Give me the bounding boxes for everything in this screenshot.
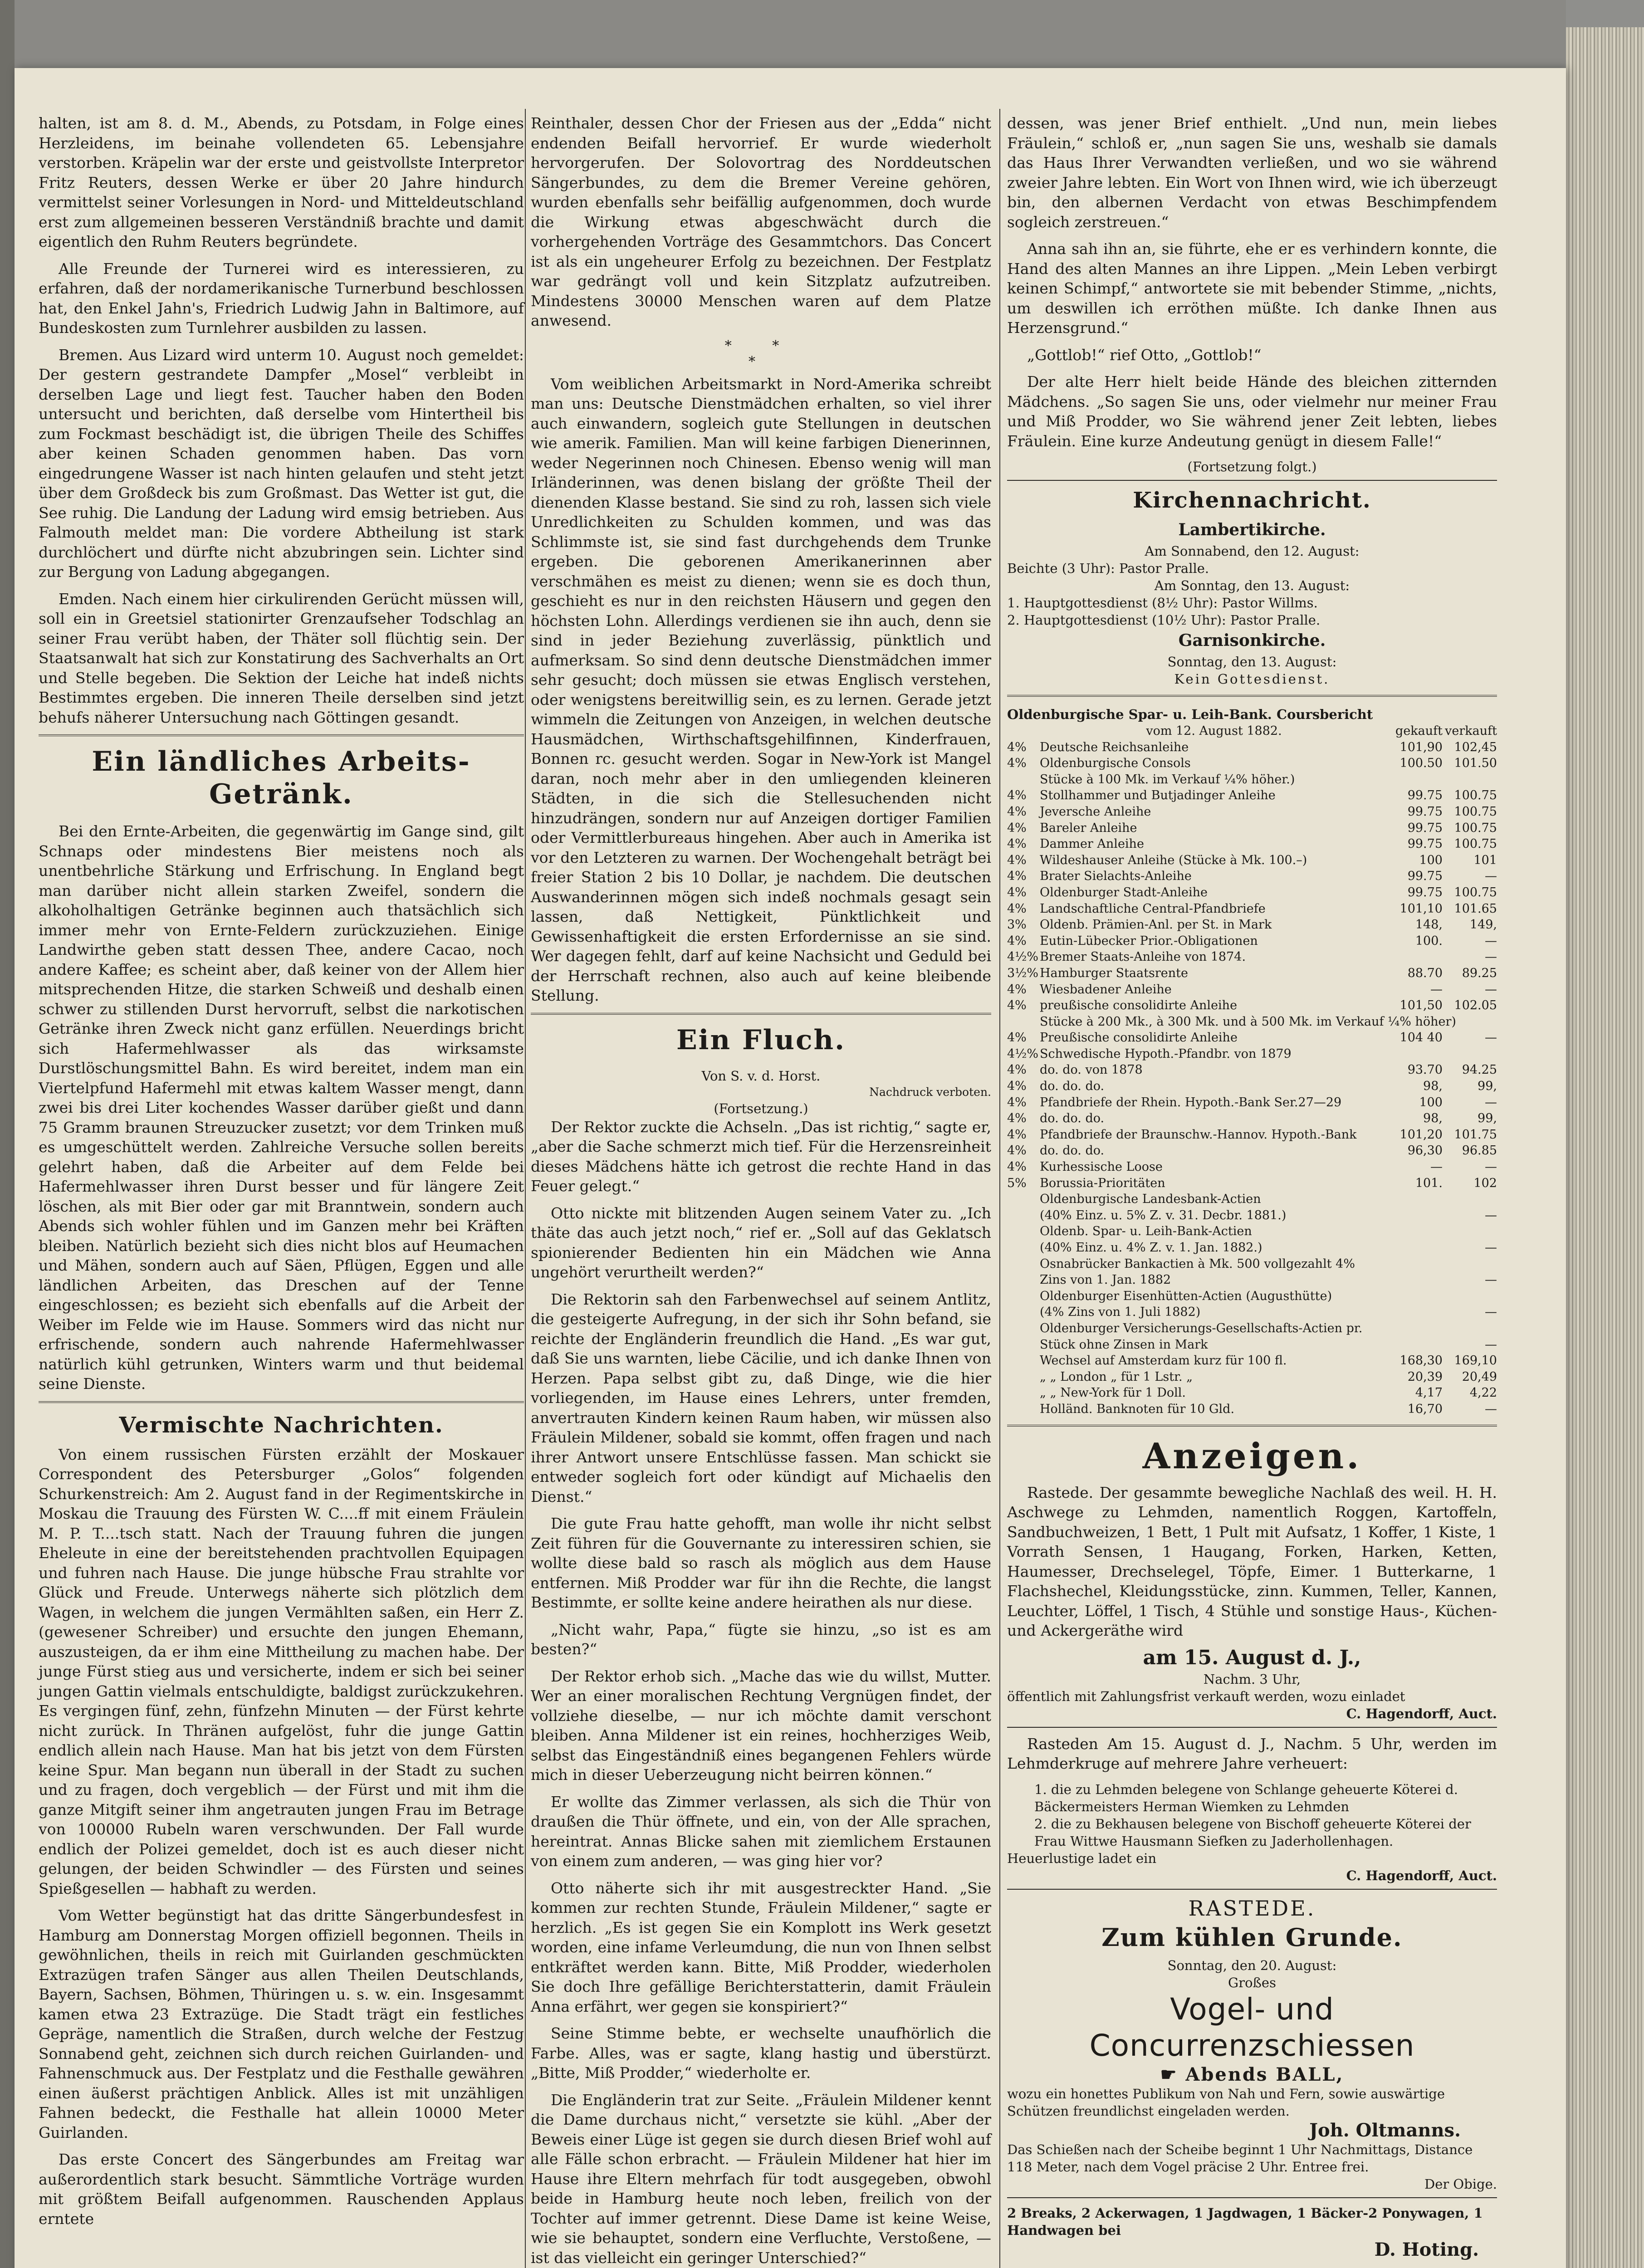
- course-row: 4½% Schwedische Hypoth.-Pfandbr. von 1879: [1007, 1046, 1292, 1061]
- section-heading: Vermischte Nachrichten.: [119, 1412, 444, 1438]
- article-text: Er wollte das Zimmer verlassen, als sich die Thür von draußen die Thür öffnete, und ein, von der Alle sprachen, hereintrat. Annas Blicke sahen mit ziemlichem Erstaunen von einem zum anderen, — was ging hier vor?: [531, 1793, 991, 1870]
- course-row: 4% Landschaftliche Central-Pfandbriefe 101,10 101.65: [1007, 901, 1497, 916]
- course-row: „ „ New-York für 1 Doll. 4,17 4,22: [1040, 1386, 1497, 1400]
- course-row: Oldenburger Eisenhütten-Actien (Augusthütte): [1040, 1289, 1332, 1303]
- course-row: 3½% Hamburger Staatsrente 88.70 89.25: [1007, 966, 1497, 980]
- ad-item: 2. die zu Bekhausen belegene von Bischoff geheuerte Köterei der Frau Wittwe Hausmann Siefken zu Jaderhollenhagen.: [1034, 1816, 1471, 1849]
- course-row: 4% preußische consolidirte Anleihe 101,50 102.05: [1007, 998, 1497, 1013]
- church-subheading: Garnisonkirche.: [1178, 631, 1326, 650]
- article-text: Reinthaler, dessen Chor der Friesen aus der „Edda“ nicht endenden Beifall hervorrief. Er wurde wiederholt hervorgerufen. Der Solovortrag des Norddeutschen Sängerbundes, zu dem die Bremer Vereine gehören, wurden ebenfalls sehr beifällig aufgenommen, doch wurde die Wirkung etwas abgeschwächt durch die vorhergehenden Vorträge des Gesammtchors. Das Concert ist als ein ungeheurer Erfolg zu bezeichnen. Der Festplatz war gedrängt voll und kein Sitzplatz aufzutreiben. Mindestens 30000 Menschen waren auf dem Platze anwesend.: [531, 114, 991, 329]
- course-row: 5% Borussia-Prioritäten 101. 102: [1007, 1176, 1497, 1190]
- course-row: Osnabrücker Bankactien à Mk. 500 vollgezahlt 4%: [1040, 1256, 1355, 1271]
- ad-text: Heuerlustige ladet ein: [1007, 1850, 1157, 1866]
- course-row: Stück ohne Zinsen in Mark —: [1040, 1337, 1497, 1352]
- ad-place: RASTEDE.: [1188, 1896, 1316, 1921]
- divider: [1007, 1889, 1497, 1890]
- course-row: Oldenburger Versicherungs-Gesellschafts-Actien pr.: [1040, 1321, 1363, 1335]
- article-text: Bremen. Aus Lizard wird unterm 10. August noch gemeldet: Der gestern gestrandete Dampfer „Mosel“ verbleibt in derselben Lage und liegt fest. Taucher haben den Boden untersucht und berichten, daß derselbe vom Hintertheil bis zum Fockmast beschädigt ist, die übrigen Theile des Schiffes aber keinen Schaden genommen haben. Das vorn eingedrungene Wasser ist nach hinten gelaufen und steht jetzt über dem Großdeck bis zum Großmast. Das Wetter ist gut, die See ruhig. Die Landung der Ladung wird emsig betrieben. Aus Falmouth meldet man: Die vordere Abtheilung ist stark durchlöchert und dürfte nicht abzubringen sein. Lichter sind zur Bergung von Ladung abgegangen.: [39, 346, 524, 581]
- church-heading: Kirchennachricht.: [1133, 488, 1371, 513]
- course-row: Oldenb. Spar- u. Leih-Bank-Actien: [1040, 1224, 1252, 1239]
- divider: [531, 1013, 991, 1015]
- divider: [39, 1401, 524, 1403]
- ad-text: wozu ein honettes Publikum von Nah und Fern, sowie auswärtige Schützen freundlichst eingeladen werden.: [1007, 2086, 1445, 2119]
- divider: [1007, 2197, 1497, 2198]
- course-row: (40% Einz. u. 4% Z. v. 1. Jan. 1882.) —: [1040, 1241, 1497, 1255]
- ad-date: am 15. August d. J.,: [1143, 1646, 1361, 1669]
- article-text: Anna sah ihn an, sie führte, ehe er es verhindern konnte, die Hand des alten Mannes an ihre Lippen. „Mein Leben verbirgt keinen Schimpf,“ antwortete sie mit bebender Stimme, „nichts, um deswillen ich erröthen müßte. Ich danke Ihnen aus Herzensgrund.“: [1007, 240, 1497, 337]
- course-row: 4% do. do. do. 96,30 96.85: [1007, 1144, 1497, 1158]
- ad-item: 1. die zu Lehmden belegene von Schlange geheuerte Köterei d. Bäckermeisters Herman Wiemken zu Lehmden: [1034, 1781, 1458, 1814]
- serial-author: Von S. v. d. Horst.: [701, 1068, 821, 1084]
- course-row: „ „ London „ für 1 Lstr. „ 20,39 20,49: [1040, 1369, 1497, 1384]
- divider: [39, 734, 524, 736]
- continuation-note: (Fortsetzung.): [714, 1100, 808, 1116]
- article-text: „Gottlob!“ rief Otto, „Gottlob!“: [1027, 346, 1262, 364]
- article-text: Otto nickte mit blitzenden Augen seinem Vater zu. „Ich thäte das auch jetzt noch,“ rief er. „Soll auf das Geklatsch spionierender Bedienten hin ein Mädchen wie Anna ungehört verurtheilt werden?“: [531, 1204, 991, 1281]
- article-text: Von einem russischen Fürsten erzählt der Moskauer Correspondent des Petersburger „Golos“ folgenden Schurkenstreich: Am 2. August fand in der Regimentskirche in Moskau die Trauung des Fürsten W. C....ff mit einem Fräulein M. P. T....tsch statt. Nach der Trauung fuhren die jungen Eheleute in eine der bereitstehenden prachtvollen Equipagen und fuhren nach Hause. Die junge hübsche Frau strahlte vor Glück und Freude. Unterwegs näherte sich plötzlich dem Wagen, in welchem die jungen Vermählten saßen, ein Herr Z. (gewesener Schreiber) und ersuchte den jungen Ehemann, auszusteigen, da er ihm eine Mittheilung zu machen habe. Der junge Fürst stieg aus und versicherte, indem er sich bei seiner jungen Gattin vielmals entschuldigte, baldigst zurückzukehren. Es vergingen fünf, zehn, fünfzehn Minuten — der Fürst kehrte nicht zurück. In Thränen aufgelöst, fuhr die junge Gattin endlich allein nach Hause. Man hat bis jetzt von dem Fürsten keine Spur. Man begann nun überall in der Stadt zu suchen und zu fragen, doch vergeblich — der Fürst und mit ihm die ganze Mitgift seiner ihm angetrauten jungen Frau im Betrage von 100000 Rubeln waren verschwunden. Der Fall wurde endlich der Polizei gemeldet, doch ist es auch dieser nicht gelungen, der beiden Schwindler — des Fürsten und seines Spießgesellen — habhaft zu werden.: [39, 1445, 524, 1897]
- article-text: „Nicht wahr, Papa,“ fügte sie hinzu, „so ist es am besten?“: [531, 1620, 991, 1658]
- article-text: Vom Wetter begünstigt hat das dritte Sängerbundesfest in Hamburg am Donnerstag Morgen offiziell begonnen. Theils in gewöhnlichen, theils in reich mit Guirlanden geschmückten Extrazügen trafen Sänger aus allen Theilen Deutschlands, Bayern, Sachsen, Böhmen, Thüringen u. s. w. ein. Insgesammt kamen etwa 23 Extrazüge. Die Stadt trägt ein festliches Gepräge, namentlich die Straßen, durch welche der Festzug Sonnabend geht, zeichnen sich durch reichen Guirlanden- und Fahnenschmuck aus. Der Festplatz und die Festhalle gewähren einen äußerst prächtigen Anblick. Alles ist mit unzähligen Fahnen bedeckt, die Festhalle hat allein 10000 Meter Guirlanden.: [39, 1906, 524, 2141]
- article-text: Die Rektorin sah den Farbenwechsel auf seinem Antlitz, die gesteigerte Aufregung, in der sich ihr Sohn befand, sie reichte der Engländerin freundlich die Hand. „Es war gut, daß Sie uns warnten, liebe Cäcilie, und ich danke Ihnen von Herzen. Papa selbst gibt zu, daß Dinge, wie die hier vorliegenden, im Hause eines Lehrers, unter fremden, anvertrauten Kindern keinen Raum haben, wir müssen also Fräulein Mildener, sobald sie kommt, offen fragen und nach ihrer Antwort unsere Entschlüsse fassen. Man schickt sie entweder sogleich fort oder kündigt auf Michaelis den Dienst.“: [531, 1290, 991, 1505]
- church-line: Am Sonntag, den 13. August:: [1154, 578, 1350, 593]
- course-row: 4% Wiesbadener Anleihe — —: [1007, 982, 1497, 997]
- course-row: 4% Bareler Anleihe 99.75 100.75: [1007, 821, 1497, 835]
- article-text: Bei den Ernte-Arbeiten, die gegenwärtig im Gange sind, gilt Schnaps oder mindestens Bier meistens noch als unentbehrliche Stärkung und Erfrischung. In England begt man darüber nicht allein starken Zweifel, sondern die alkoholhaltigen Getränke beginnen auch thatsächlich sich immer mehr von Ernte-Feldern zurückzuziehen. Einige Landwirthe geben statt dessen Thee, andere Cacao, noch andere Kaffee; es scheint aber, daß keiner von der Allem hier mitsprechenden Hitze, die starken Schweiß und deshalb einen schwer zu stillenden Durst hervorruft, selbst die narkotischen Getränke ihren Zweck nicht ganz erfüllen. Neuerdings bricht sich Hafermehlwasser als das wirksamste Durstlöschungsmittel Bahn. Es wird bereitet, indem man ein Viertelpfund Hafermehl mit etwas kaltem Wasser mengt, dann zwei bis drei Liter kochendes Wasser darüber gießt und dann 75 Gramm braunen Streuzucker zusetzt; vor dem Trinken muß es umgeschüttelt werden. Zahlreiche Versuche sollen bereits gelehrt haben, daß die Arbeiter auf dem Felde bei Hafermehlwasser ihren Durst besser und für längere Zeit löschen, als mit Bier oder gar mit Branntwein, sondern auch Abends sich wohler fühlen und im Ganzen mehr bei Kräften bleiben. Natürlich bezieht sich dies nicht blos auf Heumachen und Mähen, sondern auch auf Säen, Pflügen, Eggen und alle ländlichen Arbeiten, das Dreschen auf der Tenne eingeschlossen; es bezieht sich ebenfalls auf die Arbeit der Weiber im Felde wie im Hause. Sommers wird das nicht nur erfrischende, sondern auch nahrende Hafermehlwasser natürlich kühl getrunken, Winters warm und thut beidemal seine Dienste.: [39, 822, 524, 1393]
- section-heading: Ein ländliches Arbeits-Getränk.: [92, 746, 471, 810]
- ad-text: Rasteden Am 15. August d. J., Nachm. 5 Uhr, werden im Lehmderkruge auf mehrere Jahre verheuert:: [1007, 1735, 1497, 1773]
- course-row: Holländ. Banknoten für 10 Gld. 16,70 —: [1040, 1402, 1497, 1416]
- article-text: Alle Freunde der Turnerei wird es interessieren, zu erfahren, daß der nordamerikanische Turnerbund beschlossen hat, den Enkel Jahn's, Friedrich Ludwig Jahn in Baltimore, auf Bundeskosten zum Turnlehrer ausbilden zu lassen.: [39, 259, 524, 337]
- course-row: 4% Dammer Anleihe 99.75 100.75: [1007, 837, 1497, 851]
- course-report-heading: Oldenburgische Spar- u. Leih-Bank. Coursbericht: [1007, 707, 1373, 722]
- course-row: 4% Stollhammer und Butjadinger Anleihe 99.75 100.75: [1007, 788, 1497, 803]
- course-row: Zins von 1. Jan. 1882 —: [1040, 1273, 1497, 1287]
- church-line: Beichte (3 Uhr): Pastor Pralle.: [1007, 561, 1209, 576]
- course-row: 4% Pfandbriefe der Braunschw.-Hannov. Hypoth.-Bank 101,20 101.75: [1007, 1127, 1497, 1142]
- separator-stars: * * *: [724, 337, 798, 370]
- course-row: 3% Oldenb. Prämien-Anl. per St. in Mark 148, 149,: [1007, 918, 1497, 932]
- ads-heading: Anzeigen.: [1142, 1435, 1362, 1477]
- ad-signature: C. Hagendorff, Auct.: [1346, 1706, 1497, 1721]
- course-row: 4% Preußische consolidirte Anleihe 104 40 —: [1007, 1031, 1497, 1045]
- ad-text: Rastede. Der gesammte bewegliche Nachlaß des weil. H. H. Aschwege zu Lehmden, namentlich Roggen, Kartoffeln, Sandbuchweizen, 1 Bett, 1 Pult mit Aufsatz, 1 Koffer, 1 Kiste, 1 Vorrath Sensen, 1 Haugang, Forken, Harken, Ketten, Haumesser, Drechselegel, Töpfe, Eimer. 1 Butterkarne, 1 Flachshechel, Kleidungsstücke, zinn. Kummen, Teller, Kannen, Leuchter, Löffel, 1 Tisch, 4 Stühle und sonstige Haus-, Küchen- und Ackergeräthe wird: [1007, 1483, 1497, 1640]
- ad-text: 2 Breaks, 2 Ackerwagen, 1 Jagdwagen, 1 Bäcker-2 Ponywagen, 1 Handwagen bei: [1007, 2205, 1483, 2238]
- course-report-subheading: vom 12. August 1882. gekauft verkauft: [1146, 724, 1497, 738]
- course-row: 4% Jeversche Anleihe 99.75 100.75: [1007, 804, 1497, 819]
- top-margin-shadow: [15, 0, 1566, 68]
- course-row: Stücke à 200 Mk., à 300 Mk. und à 500 Mk. im Verkauf ¼% höher): [1040, 1014, 1456, 1029]
- ad-text: Großes: [1228, 1975, 1276, 1990]
- article-text: Die gute Frau hatte gehofft, man wolle ihr nicht selbst Zeit führen für die Gouvernante zu interessiren schien, sie wollte diese bald so rasch als möglich aus dem Hause entfernen. Miß Prodder war für ihn die Rechte, die langst Bestimmte, er sollte keine andere heirathen als nur diese.: [531, 1515, 991, 1611]
- article-text: Seine Stimme bebte, er wechselte unaufhörlich die Farbe. Alles, was er sagte, klang hastig und überstürzt. „Bitte, Miß Prodder,“ wiederholte er.: [531, 2024, 991, 2082]
- page-edges: [1566, 27, 1644, 2268]
- course-row: 4% Deutsche Reichsanleihe 101,90 102,45: [1007, 740, 1497, 754]
- ad-signature: Joh. Oltmanns.: [1309, 2119, 1461, 2141]
- article-text: Emden. Nach einem hier cirkulirenden Gerücht müssen will, soll ein in Greetsiel stationirter Grenzaufseher Todschlag an seiner Frau verübt haben, der Thäter soll flüchtig sein. Der Staatsanwalt hat sich zur Konstatirung des Sachverhalts an Ort und Stelle begeben. Die Sektion der Leiche hat indeß nichts Bestimmtes ergeben. Die inneren Theile derselben sind jetzt behufs näherer Untersuchung nach Göttingen gesandt.: [39, 590, 524, 726]
- ad-venue: Zum kühlen Grunde.: [1101, 1922, 1403, 1952]
- pointing-hand-icon: ☛: [1160, 2063, 1178, 2085]
- course-row: 4% Oldenburgische Consols 100.50 101.50: [1007, 756, 1497, 771]
- article-text: dessen, was jener Brief enthielt. „Und nun, mein liebes Fräulein,“ schloß er, „nun sagen Sie uns, weshalb sie damals das Haus Ihrer Verwandten verließen, und wo sie während zweier Jahre lebten. Ein Wort von Ihnen wird, wie ich überzeugt bin, den albernen Verdacht von etwas Beschimpfendem sogleich zerstreuen.“: [1007, 114, 1497, 231]
- ad-signature: C. Hagendorff, Auct.: [1346, 1867, 1497, 1883]
- course-row: 4% do. do. do. 98, 99,: [1007, 1111, 1497, 1126]
- column-rule-1: [525, 109, 526, 2268]
- course-row: 4½% Bremer Staats-Anleihe von 1874. —: [1007, 950, 1497, 964]
- course-row: (4% Zins von 1. Juli 1882) —: [1040, 1305, 1497, 1320]
- course-row: 4% Brater Sielachts-Anleihe 99.75 —: [1007, 869, 1497, 884]
- article-text: Otto näherte sich ihr mit ausgestreckter Hand. „Sie kommen zur rechten Stunde, Fräulein Mildener,“ sagte er herzlich. „Es ist gegen Sie ein Komplott ins Werk gesetzt worden, eine infame Verleumdung, die nun von Ihnen selbst entkräftet werden kann. Bitte, Miß Prodder, wiederholen Sie doch Ihre gefällige Berichterstatterin, damit Fräulein Anna erfährt, wer gegen sie konspiriert?“: [531, 1879, 991, 2015]
- church-line: 1. Hauptgottesdienst (8½ Uhr): Pastor Willms.: [1007, 595, 1318, 611]
- course-row: 4% do. do. do. 98, 99,: [1007, 1079, 1497, 1094]
- serial-title: Ein Fluch.: [676, 1024, 846, 1056]
- ad-signature: D. Hoting.: [1374, 2239, 1479, 2260]
- course-row: Oldenburgische Landesbank-Actien: [1040, 1192, 1261, 1207]
- course-row: 4% Pfandbriefe der Rhein. Hypoth.-Bank Ser.27—29 100 —: [1007, 1095, 1497, 1110]
- course-row: (40% Einz. u. 5% Z. v. 31. Decbr. 1881.) —: [1040, 1208, 1497, 1222]
- article-text: Vom weiblichen Arbeitsmarkt in Nord-Amerika schreibt man uns: Deutsche Dienstmädchen erhalten, so viel ihrer auch einwandern, sogleich gute Stellungen in deutschen wie amerik. Familien. Man will keine farbigen Dienerinnen, weder Negerinnen noch Chinesen. Ebenso wenig will man Irländerinnen, was denen bislang der größte Theil der dienenden Klasse bestand. Sie sind zu roh, lassen sich viele Unredlichkeiten zu Schulden kommen, und was das Schlimmste ist, sie sind fast durchgehends dem Trunke ergeben. Die geborenen Amerikanerinnen aber verschmähen es meist zu dienen; wenn sie es doch thun, geschieht es nur in den reichsten Häusern und gegen den höchsten Lohn. Allerdings verdienen sie ihn auch, denn sie sind in jeder Beziehung zuverlässig, pünktlich und aufmerksam. So sind denn deutsche Dienstmädchen immer sehr gesucht; doch müssen sie etwas Englisch verstehen, oder wenigstens bereitwillig sein, es zu lernen. Gerade jetzt wimmeln die Zeitungen von Anzeigen, in welchen deutsche Hausmädchen, Wirthschaftsgehilfinnen, Kinderfrauen, Bonnen rc. gesucht werden. Sogar in New-York ist Mangel daran, noch mehr aber in den umliegenden kleineren Städten, in die sich die Stellesuchenden nicht hinzudrängen, sondern nur auf Anzeigen dortiger Familien oder Vermittlerbureaus hingehen. Aber auch in Amerika ist vor den Letzteren zu warnen. Der Wochengehalt beträgt bei freier Station 2 bis 10 Dollar, je nachdem. Die deutschen Auswanderinnen mögen sich indeß nochmals gesagt sein lassen, daß Nettigkeit, Pünktlichkeit und Gewissenhaftigkeit die ersten Erfordernisse an sie sind. Wer dagegen fehlt, darf auf keine Nachsicht und Geduld bei der Herrschaft rechnen, also auch auf keine bleibende Stellung.: [531, 375, 991, 1004]
- article-text: Der Rektor zuckte die Achseln. „Das ist richtig,“ sagte er, „aber die Sache schmerzt mich tief. Für die Herzensreinheit dieses Mädchens hätte ich getrost die rechte Hand in das Feuer gelegt.“: [531, 1118, 991, 1195]
- ad-event-title: Vogel- und Concurrenzschiessen: [1089, 1991, 1415, 2063]
- course-table: [1007, 739, 1497, 1418]
- divider: [1007, 695, 1497, 697]
- church-line: Kein Gottesdienst.: [1174, 671, 1330, 687]
- church-line: 2. Hauptgottesdienst (10½ Uhr): Pastor Pralle.: [1007, 612, 1321, 628]
- course-row: 4% Oldenburger Stadt-Anleihe 99.75 100.75: [1007, 885, 1497, 899]
- column-1: [39, 113, 524, 2236]
- divider: [1007, 1727, 1497, 1728]
- church-line: Sonntag, den 13. August:: [1167, 654, 1337, 670]
- course-row: 4% Kurhessische Loose — —: [1007, 1160, 1497, 1174]
- column-2: [531, 113, 991, 2268]
- article-text: Das erste Concert des Sängerbundes am Freitag war außerordentlich stark besucht. Sämmtliche Vorträge wurden mit größtem Beifall aufgenommen. Rauschenden Applaus erntete: [39, 2151, 524, 2228]
- book-gutter: [0, 0, 15, 2268]
- article-text: halten, ist am 8. d. M., Abends, zu Potsdam, in Folge eines Herzleidens, im beinahe vollendeten 65. Lebensjahre verstorben. Kräpelin war der erste und geistvollste Interpretor Fritz Reuters, dessen Werke er über 20 Jahre hindurch vermittelst seiner Vorlesungen in Nord- und Mitteldeutschland erst zum allgemeinen besseren Verständniß brachte und damit eigentlich den Ruhm Reuters begründete.: [39, 114, 524, 250]
- course-row: 4% do. do. von 1878 93.70 94.25: [1007, 1063, 1497, 1077]
- ad-date: Sonntag, den 20. August:: [1167, 1957, 1337, 1973]
- course-row: Stücke à 100 Mk. im Verkauf ¼% höher.): [1040, 772, 1295, 787]
- church-line: Am Sonnabend, den 12. August:: [1145, 543, 1360, 559]
- article-text: Der alte Herr hielt beide Hände des bleichen zitternden Mädchens. „So sagen Sie uns, oder vielmehr nur meiner Frau und Miß Prodder, wo Sie während jener Zeit lebten, liebes Fräulein. Eine kurze Andeutung genügt in diesem Falle!“: [1007, 373, 1497, 450]
- ad-signature: Der Obige.: [1424, 2176, 1497, 2192]
- ad-time: Nachm. 3 Uhr,: [1203, 1671, 1301, 1687]
- ad-text: Das Schießen nach der Scheibe beginnt 1 Uhr Nachmittags, Distance 118 Meter, nach dem Vogel präcise 2 Uhr. Entree frei.: [1007, 2141, 1473, 2175]
- column-3: [1007, 113, 1497, 2260]
- column-rule-2: [999, 109, 1000, 2268]
- church-subheading: Lambertikirche.: [1178, 520, 1326, 539]
- article-text: Der Rektor erhob sich. „Mache das wie du willst, Mutter. Wer an einer moralischen Rechtung Vergnügen findet, der vollziehe dieselbe, — nur ich möchte damit verschont bleiben. Anna Mildener ist ein reines, hochherziges Weib, selbst das Eingeständniß eines begangenen Fehlers würde mich in dieser Ueberzeugung nicht beirren können.“: [531, 1667, 991, 1784]
- divider: [1007, 1425, 1497, 1427]
- course-row: 4% Eutin-Lübecker Prior.-Obligationen 100. —: [1007, 934, 1497, 948]
- article-text: Die Engländerin trat zur Seite. „Fräulein Mildener kennt die Dame durchaus nicht,“ versetzte sie kühl. „Aber der Beweis einer Lüge ist gegen sie durch diesen Brief wohl auf alle Fälle schon erbracht. — Fräulein Mildener hat hier im Hause ihre Eltern mehrfach für todt ausgegeben, obwohl beide in Hamburg heute noch leben, freilich von der Tochter auf immer getrennt. Diese Dame ist keine Weise, wie sie behauptet, sondern eine Verfluchte, Verstoßene, — ist das vielleicht ein geringer Unterschied?“: [531, 2091, 991, 2267]
- reprint-notice: Nachdruck verboten.: [869, 1085, 991, 1099]
- divider: [1007, 480, 1497, 481]
- ad-text: öffentlich mit Zahlungsfrist verkauft werden, wozu einladet: [1007, 1688, 1405, 1704]
- course-row: Wechsel auf Amsterdam kurz für 100 fl. 168,30 169,10: [1040, 1354, 1497, 1368]
- course-row: 4% Wildeshauser Anleihe (Stücke à Mk. 100.–) 100 101: [1007, 853, 1497, 867]
- continuation-note: (Fortsetzung folgt.): [1187, 459, 1317, 474]
- ad-ball: ☛ Abends BALL,: [1160, 2063, 1344, 2085]
